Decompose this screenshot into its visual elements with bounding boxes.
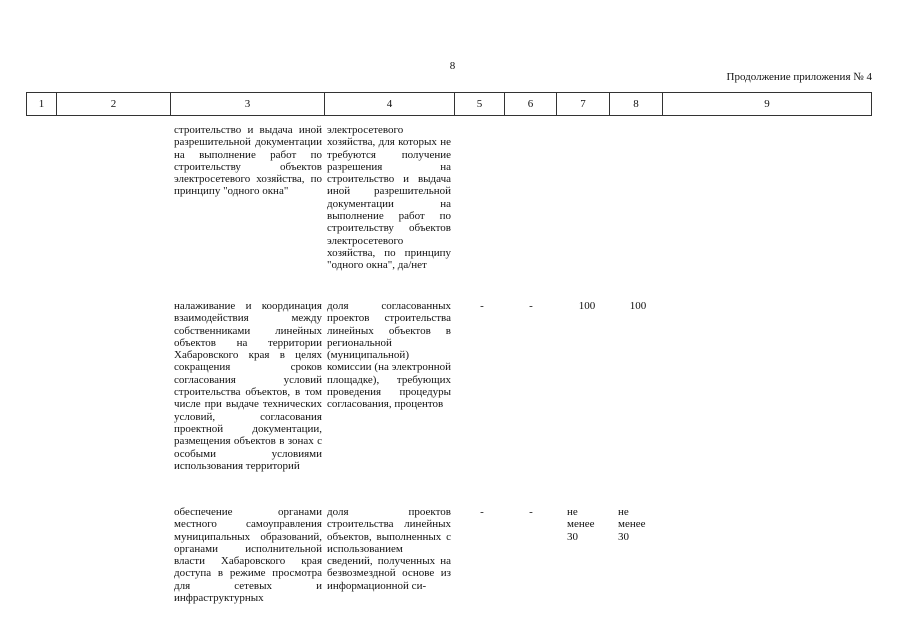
row-3-col8: не менее 30: [618, 506, 646, 543]
header-col-6: 6: [505, 93, 557, 116]
header-col-2: 2: [57, 93, 171, 116]
row-1-measure: строительство и выдача иной разрешительной документации на выполнение работ по строительству объектов электросетевого хозяйства, по принципу "одного окна": [174, 124, 322, 198]
column-number-header: [26, 92, 872, 116]
continuation-label: Продолжение приложения № 4: [726, 71, 872, 83]
row-2-col7: 100: [578, 300, 596, 312]
row-2-indicator: доля согласованных проектов строительства линейных объектов в региональной (муниципальной) комиссии (на электронной площадке), требующих проведения процедуры согласования, процентов: [327, 300, 451, 411]
header-col-5: 5: [455, 93, 505, 116]
row-3-measure: обеспечение органами местного самоуправления муниципальных образований, органами исполнительной власти Хабаровского края доступа в режиме просмотра для сетевых и инфраструктурных: [174, 506, 322, 605]
row-2-col5: -: [480, 300, 484, 312]
header-col-8: 8: [610, 93, 663, 116]
header-col-9: 9: [663, 93, 872, 116]
row-2-measure: налаживание и координация взаимодействия между собственниками линейных объектов на территории Хабаровского края в целях сокращения сроков согласования условий строительства объектов, в том числе при выдаче технических условий, согласования проектной документации, размещения объектов в зонах с особыми условиями использования территорий: [174, 300, 322, 472]
header-col-3: 3: [171, 93, 325, 116]
row-2-col6: -: [529, 300, 533, 312]
row-3-col7: не менее 30: [567, 506, 595, 543]
row-2-col8: 100: [629, 300, 647, 312]
row-3-col6: -: [529, 506, 533, 518]
header-col-7: 7: [557, 93, 610, 116]
page-number: 8: [449, 60, 456, 72]
header-col-1: 1: [27, 93, 57, 116]
row-3-col5: -: [480, 506, 484, 518]
row-3-indicator: доля проектов строительства линейных объектов, выполненных с использованием сведений, полученных на безвозмездной основе из информационной си-: [327, 506, 451, 592]
row-1-indicator: электросетевого хозяйства, для которых не требуются получение разрешения на строительство и выдача иной разрешительной документации на выполнение работ по строительству объектов электросетевого хозяйства, по принципу "одного окна", да/нет: [327, 124, 451, 272]
header-col-4: 4: [325, 93, 455, 116]
